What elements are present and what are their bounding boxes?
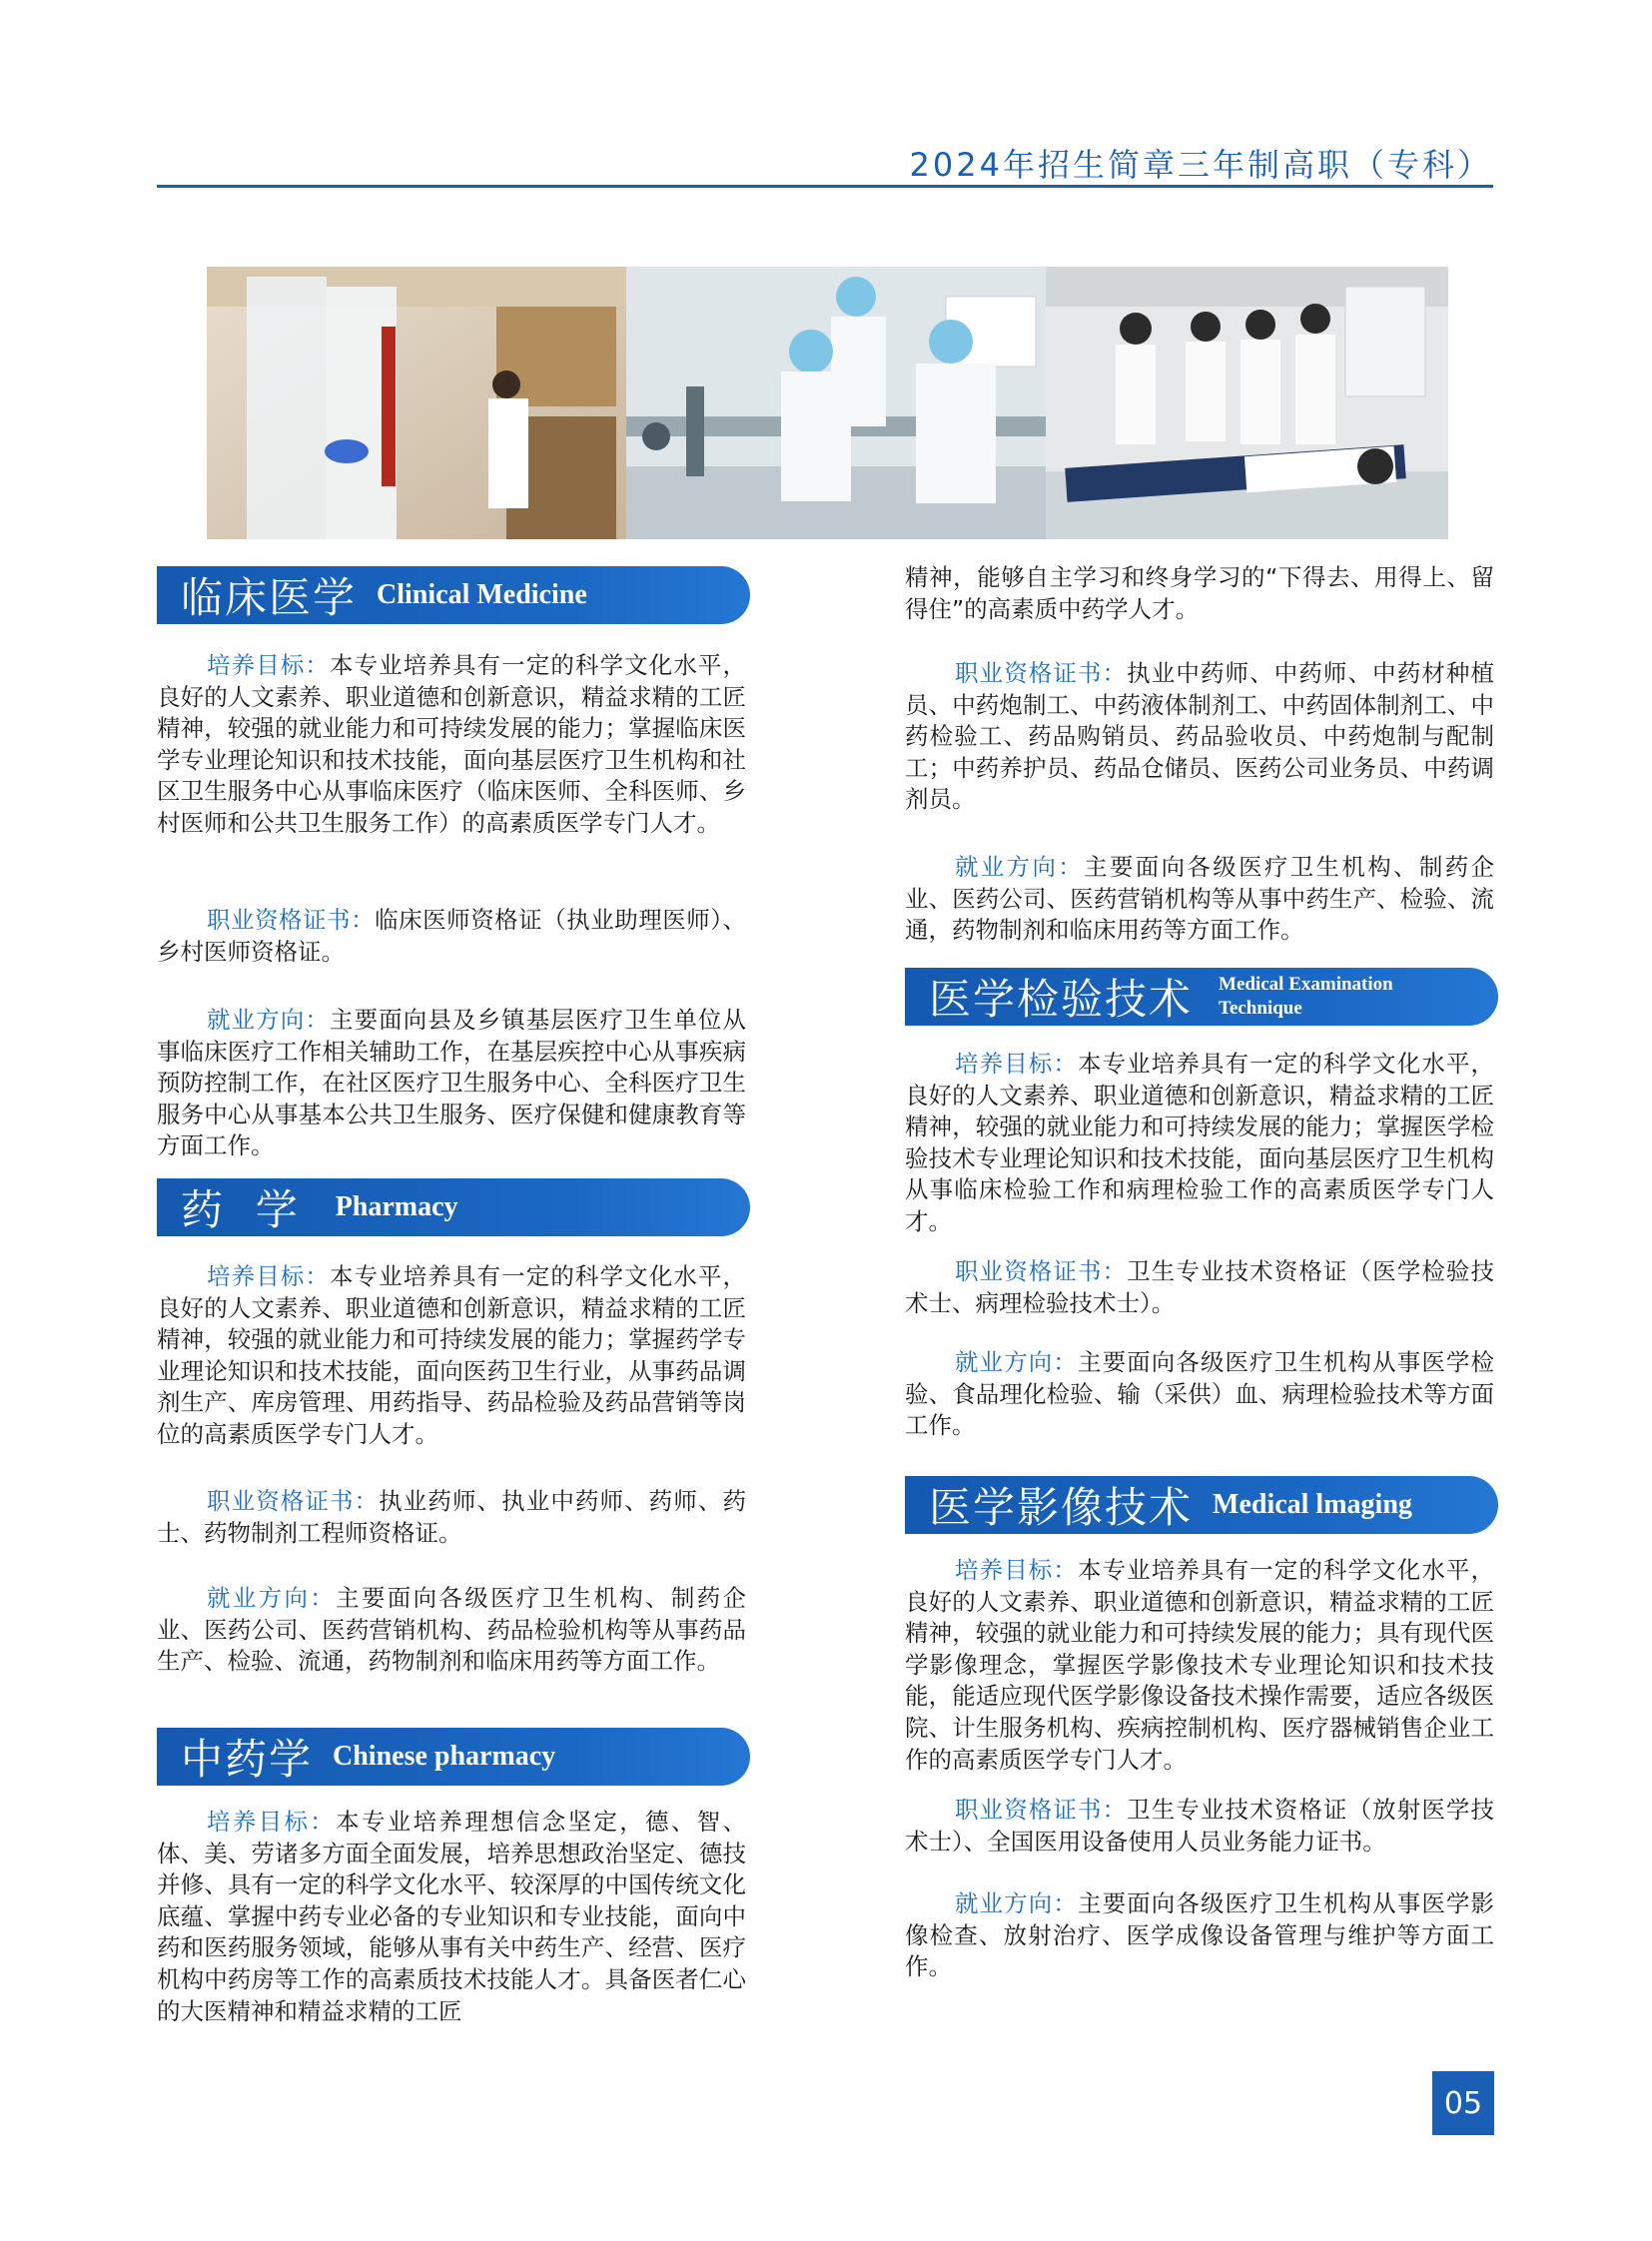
section-title-en [1219,973,1418,1021]
pharmacy-job-paragraph [157,1583,746,1678]
job-text: 主要面向各级医疗卫生机构、制药企业、医药公司、医药营销机构、药品检验机构等从事药品生产、检验、流通，药物制剂和临床用药等方面工作。 [157,1584,746,1676]
anatomy-exhibit-photo [207,267,626,539]
clinical-cert-paragraph [157,905,746,968]
header-divider [157,185,1493,188]
goal-label: 培养目标： [955,1556,1078,1584]
cert-text: 卫生专业技术资格证（医学检验技术士、病理检验技术士）。 [905,1257,1495,1317]
goal-text: 本专业培养具有一定的科学文化水平，良好的人文素养、职业道德和创新意识，精益求精的工匠精神，较强的就业能力和可持续发展的能力；具有现代医学影像理念，掌握医学影像技术专业理论知识和技术技能，能适应现代医学影像设备技术操作需要，适应各级医院、计生服务机构、疾病控制机构、医疗器械销售企业工作的高素质医学专门人才。 [905,1556,1495,1774]
section-title-en: Clinical Medicine [377,579,587,610]
pharmacy-goal-paragraph [157,1261,746,1451]
tcm-cert-paragraph [905,658,1494,816]
cert-label: 职业资格证书： [207,906,376,934]
imaging-job-paragraph [905,1888,1494,1983]
section-title-en: Medical lmaging [1213,1489,1412,1520]
job-text: 主要面向县及乡镇基层医疗卫生单位从事临床医疗工作相关辅助工作，在基层疾控中心从事疾病预防控制工作，在社区医疗卫生服务中心、全科医疗卫生服务中心从事基本公共卫生服务、医疗保健和健康教育等方面工作。 [157,1006,747,1160]
section-band-medical-imaging [905,1476,1498,1534]
section-title-en: Chinese pharmacy [333,1741,556,1772]
cert-text: 卫生专业技术资格证（放射医学技术士）、全国医用设备使用人员业务能力证书。 [905,1796,1495,1856]
section-title-zh: 医学影像技术 [929,1483,1194,1532]
clinical-job-paragraph [157,1005,746,1162]
goal-label: 培养目标： [207,1808,337,1836]
header-title: 2024年招生简章三年制高职（专科） [909,146,1492,184]
goal-label: 培养目标： [207,1262,330,1290]
section-title-en: Pharmacy [335,1191,458,1222]
lab-job-paragraph [905,1347,1494,1442]
photo-strip [207,267,1448,539]
laboratory-students-photo [626,267,1046,539]
cert-text: 临床医师资格证（执业助理医师）、乡村医师资格证。 [157,906,747,966]
cert-text: 执业中药师、中药师、中药材种植员、中药炮制工、中药液体制剂工、中药固体制剂工、中药检验工、药品购销员、药品验收员、中药炮制与配制工；中药养护员、药品仓储员、医药公司业务员、中药调剂员。 [905,659,1495,814]
section-title-zh: 医学检验技术 [929,975,1194,1024]
pharmacy-cert-paragraph [157,1486,746,1549]
goal-label: 培养目标： [207,651,330,679]
job-text: 主要面向各级医疗卫生机构从事医学影像检查、放射治疗、医学成像设备管理与维护等方面工作。 [905,1889,1495,1981]
section-band-chinese-pharmacy [157,1728,750,1786]
lab-goal-paragraph [905,1049,1494,1238]
job-label: 就业方向： [207,1584,337,1612]
section-title-en-line1: Medical Examination [1219,974,1393,995]
goal-text: 本专业培养具有一定的科学文化水平，良好的人文素养、职业道德和创新意识，精益求精的工匠精神，较强的就业能力和可持续发展的能力；掌握临床医学专业理论知识和技术技能，面向基层医疗卫生机构和社区卫生服务中心从事临床医疗（临床医师、全科医师、乡村医师和公共卫生服务工作）的高素质医学专门人才。 [157,651,747,837]
cert-label: 职业资格证书： [207,1487,380,1515]
clinical-goal-paragraph [157,650,746,840]
section-band-pharmacy [157,1178,750,1236]
tcm-goal-continued: 精神，能够自主学习和终身学习的“下得去、用得上、留得住”的高素质中药学人才。 [905,563,1494,623]
lab-cert-paragraph [905,1256,1494,1319]
goal-text: 本专业培养具有一定的科学文化水平，良好的人文素养、职业道德和创新意识，精益求精的工匠精神，较强的就业能力和可持续发展的能力；掌握医学检验技术专业理论知识和技术技能，面向基层医疗卫生机构从事临床检验工作和病理检验工作的高素质医学专门人才。 [905,1050,1495,1235]
section-title-zh: 临床医学 [181,573,358,622]
imaging-cert-paragraph [905,1795,1494,1858]
goal-label: 培养目标： [955,1050,1078,1078]
section-title-zh: 中药学 [181,1735,314,1784]
goal-text: 本专业培养理想信念坚定，德、智、体、美、劳诸多方面全面发展，培养思想政治坚定、德技并修、具有一定的科学文化水平、较深厚的中国传统文化底蕴、掌握中药专业必备的专业知识和专业技能，面向中药和医药服务领域，能够从事有关中药生产、经营、医疗机构中药房等工作的高素质技术技能人才。具备医者仁心的大医精神和精益求精的工匠 [157,1808,746,2025]
job-text: 主要面向各级医疗卫生机构、制药企业、医药公司、医药营销机构等从事中药生产、检验、流通，药物制剂和临床用药等方面工作。 [905,853,1494,945]
goal-text: 本专业培养具有一定的科学文化水平，良好的人文素养、职业道德和创新意识，精益求精的工匠精神，较强的就业能力和可持续发展的能力；掌握药学专业理论知识和技术技能，面向医药卫生行业，从事药品调剂生产、库房管理、用药指导、药品检验及药品营销等岗位的高素质医学专门人才。 [157,1262,747,1448]
job-label: 就业方向： [207,1006,330,1034]
cert-text: 执业药师、执业中药师、药师、药士、药物制剂工程师资格证。 [157,1487,747,1547]
imaging-goal-paragraph [905,1555,1494,1776]
job-label: 就业方向： [955,1889,1078,1917]
section-band-medical-examination [905,968,1498,1026]
section-title-zh: 药 学 [181,1185,300,1234]
cert-label: 职业资格证书： [955,1796,1128,1824]
cert-label: 职业资格证书： [955,1257,1128,1285]
tcm-job-paragraph [905,852,1494,947]
clinical-practice-photo [1046,267,1448,539]
job-text: 主要面向各级医疗卫生机构从事医学检验、食品理化检验、输（采供）血、病理检验技术等方面工作。 [905,1348,1495,1440]
page-number: 05 [1432,2071,1494,2135]
tcm-goal-paragraph [157,1807,746,2027]
section-band-clinical-medicine [157,566,750,624]
section-title-en-line2: Technique [1219,998,1302,1019]
cert-label: 职业资格证书： [955,659,1128,687]
job-label: 就业方向： [955,853,1085,881]
job-label: 就业方向： [955,1348,1078,1376]
